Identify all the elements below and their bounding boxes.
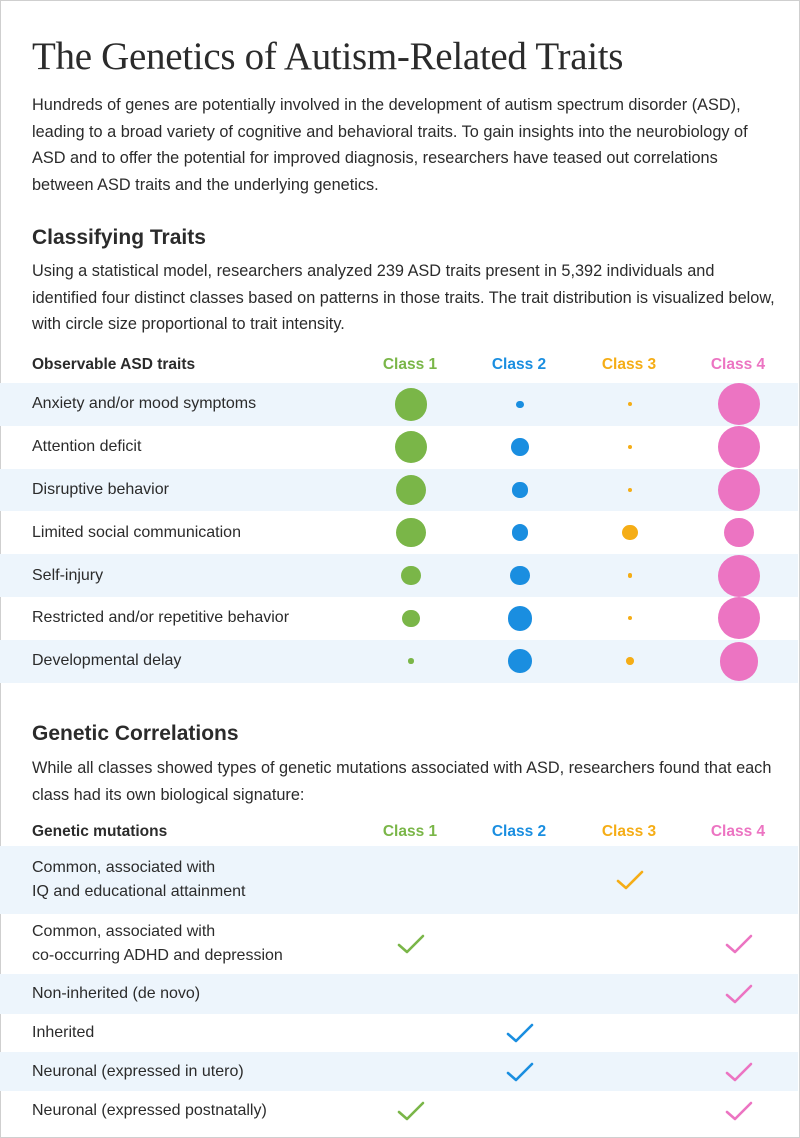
traits-header-class-1: Class 1: [382, 356, 438, 373]
genetics-header-class-2: Class 2: [491, 823, 547, 840]
checkmark-icon: [396, 1100, 426, 1122]
trait-circle-class-4: [718, 555, 760, 597]
trait-circle-class-1: [395, 431, 427, 463]
trait-circle-class-3: [626, 657, 634, 665]
genetic-row: [0, 1014, 798, 1052]
genetics-table-header: [32, 823, 792, 845]
genetics-column-header: Genetic mutations: [32, 823, 168, 840]
trait-row: [0, 640, 798, 683]
traits-header-class-4: Class 4: [710, 356, 766, 373]
checkmark-icon: [724, 983, 754, 1005]
genetic-row: [0, 1052, 798, 1091]
trait-label: Restricted and/or repetitive behavior: [32, 609, 290, 627]
checkmark-icon: [396, 933, 426, 955]
page-title: The Genetics of Autism-Related Traits: [32, 35, 624, 78]
checkmark-icon: [505, 1061, 535, 1083]
trait-circle-class-2: [508, 649, 532, 673]
trait-circle-class-2: [508, 606, 532, 630]
genetic-row: [0, 1091, 798, 1130]
genetic-label: Non-inherited (de novo): [32, 985, 201, 1002]
trait-label: Self-injury: [32, 566, 104, 584]
trait-circle-class-2: [516, 401, 524, 409]
trait-circle-class-4: [720, 642, 759, 681]
trait-circle-class-1: [395, 388, 428, 421]
genetic-row: [0, 914, 798, 974]
genetics-header-class-1: Class 1: [382, 823, 438, 840]
trait-circle-class-4: [718, 426, 760, 468]
genetics-heading: Genetic Correlations: [32, 722, 239, 745]
trait-circle-class-3: [628, 488, 632, 492]
traits-column-header: Observable ASD traits: [32, 356, 196, 373]
trait-row: [0, 511, 798, 554]
trait-row: [0, 469, 798, 512]
trait-circle-class-4: [724, 518, 753, 547]
genetic-row: [0, 974, 798, 1014]
checkmark-icon: [724, 933, 754, 955]
trait-circle-class-2: [512, 524, 529, 541]
trait-row: [0, 426, 798, 469]
trait-row: [0, 554, 798, 597]
trait-label: Limited social communication: [32, 523, 241, 541]
trait-circle-class-3: [628, 445, 632, 449]
genetics-header-class-4: Class 4: [710, 823, 766, 840]
trait-circle-class-1: [401, 566, 420, 585]
genetic-label: Neuronal (expressed postnatally): [32, 1101, 267, 1119]
trait-circle-class-3: [628, 402, 632, 406]
trait-circle-class-4: [718, 597, 760, 639]
trait-label: Developmental delay: [32, 652, 182, 670]
trait-circle-class-4: [718, 469, 760, 511]
trait-circle-class-3: [628, 616, 632, 620]
traits-header-class-3: Class 3: [601, 356, 657, 373]
trait-circle-class-1: [408, 658, 413, 663]
trait-circle-class-2: [511, 438, 529, 456]
checkmark-icon: [724, 1061, 754, 1083]
trait-circle-class-1: [402, 610, 420, 628]
trait-row: [0, 597, 798, 640]
intro-paragraph: Hundreds of genes are potentially involved in the development of autism spectrum disorder (ASD), leading to a broad variety of cognitive and behavioral traits. To gain insights into the neurobiology of ASD and to offer the potential for improved diagnosis, researchers have teased out correlations between ASD traits and the underlying genetics.: [32, 96, 748, 194]
genetic-label: Common, associated with co-occurring ADHD and depression: [32, 923, 283, 964]
trait-row: [0, 383, 798, 426]
genetic-label: Neuronal (expressed in utero): [32, 1062, 244, 1080]
genetic-label: Common, associated with IQ and educational attainment: [32, 859, 246, 900]
trait-label: Attention deficit: [32, 438, 142, 456]
checkmark-icon: [505, 1022, 535, 1044]
trait-circle-class-3: [628, 573, 632, 577]
genetics-header-class-3: Class 3: [601, 823, 657, 840]
trait-circle-class-4: [718, 383, 760, 425]
trait-label: Anxiety and/or mood symptoms: [32, 395, 257, 413]
genetic-row: [0, 846, 798, 914]
traits-description: Using a statistical model, researchers analyzed 239 ASD traits present in 5,392 individuals and identified four distinct classes based on patterns in those traits. The trait distribution is visualized below, with circle size proportional to trait intensity.: [32, 262, 775, 333]
trait-circle-class-2: [510, 566, 529, 585]
genetic-label: Inherited: [32, 1024, 95, 1041]
traits-table-header: [32, 356, 792, 378]
trait-circle-class-1: [396, 518, 425, 547]
traits-header-class-2: Class 2: [491, 356, 547, 373]
trait-circle-class-2: [512, 482, 527, 497]
checkmark-icon: [615, 869, 645, 891]
trait-circle-class-1: [396, 475, 426, 505]
trait-circle-class-3: [622, 525, 637, 540]
genetics-description: While all classes showed types of genetic mutations associated with ASD, researchers found that each class had its own biological signature:: [32, 759, 772, 804]
trait-label: Disruptive behavior: [32, 480, 169, 498]
checkmark-icon: [724, 1100, 754, 1122]
traits-heading: Classifying Traits: [32, 226, 206, 249]
